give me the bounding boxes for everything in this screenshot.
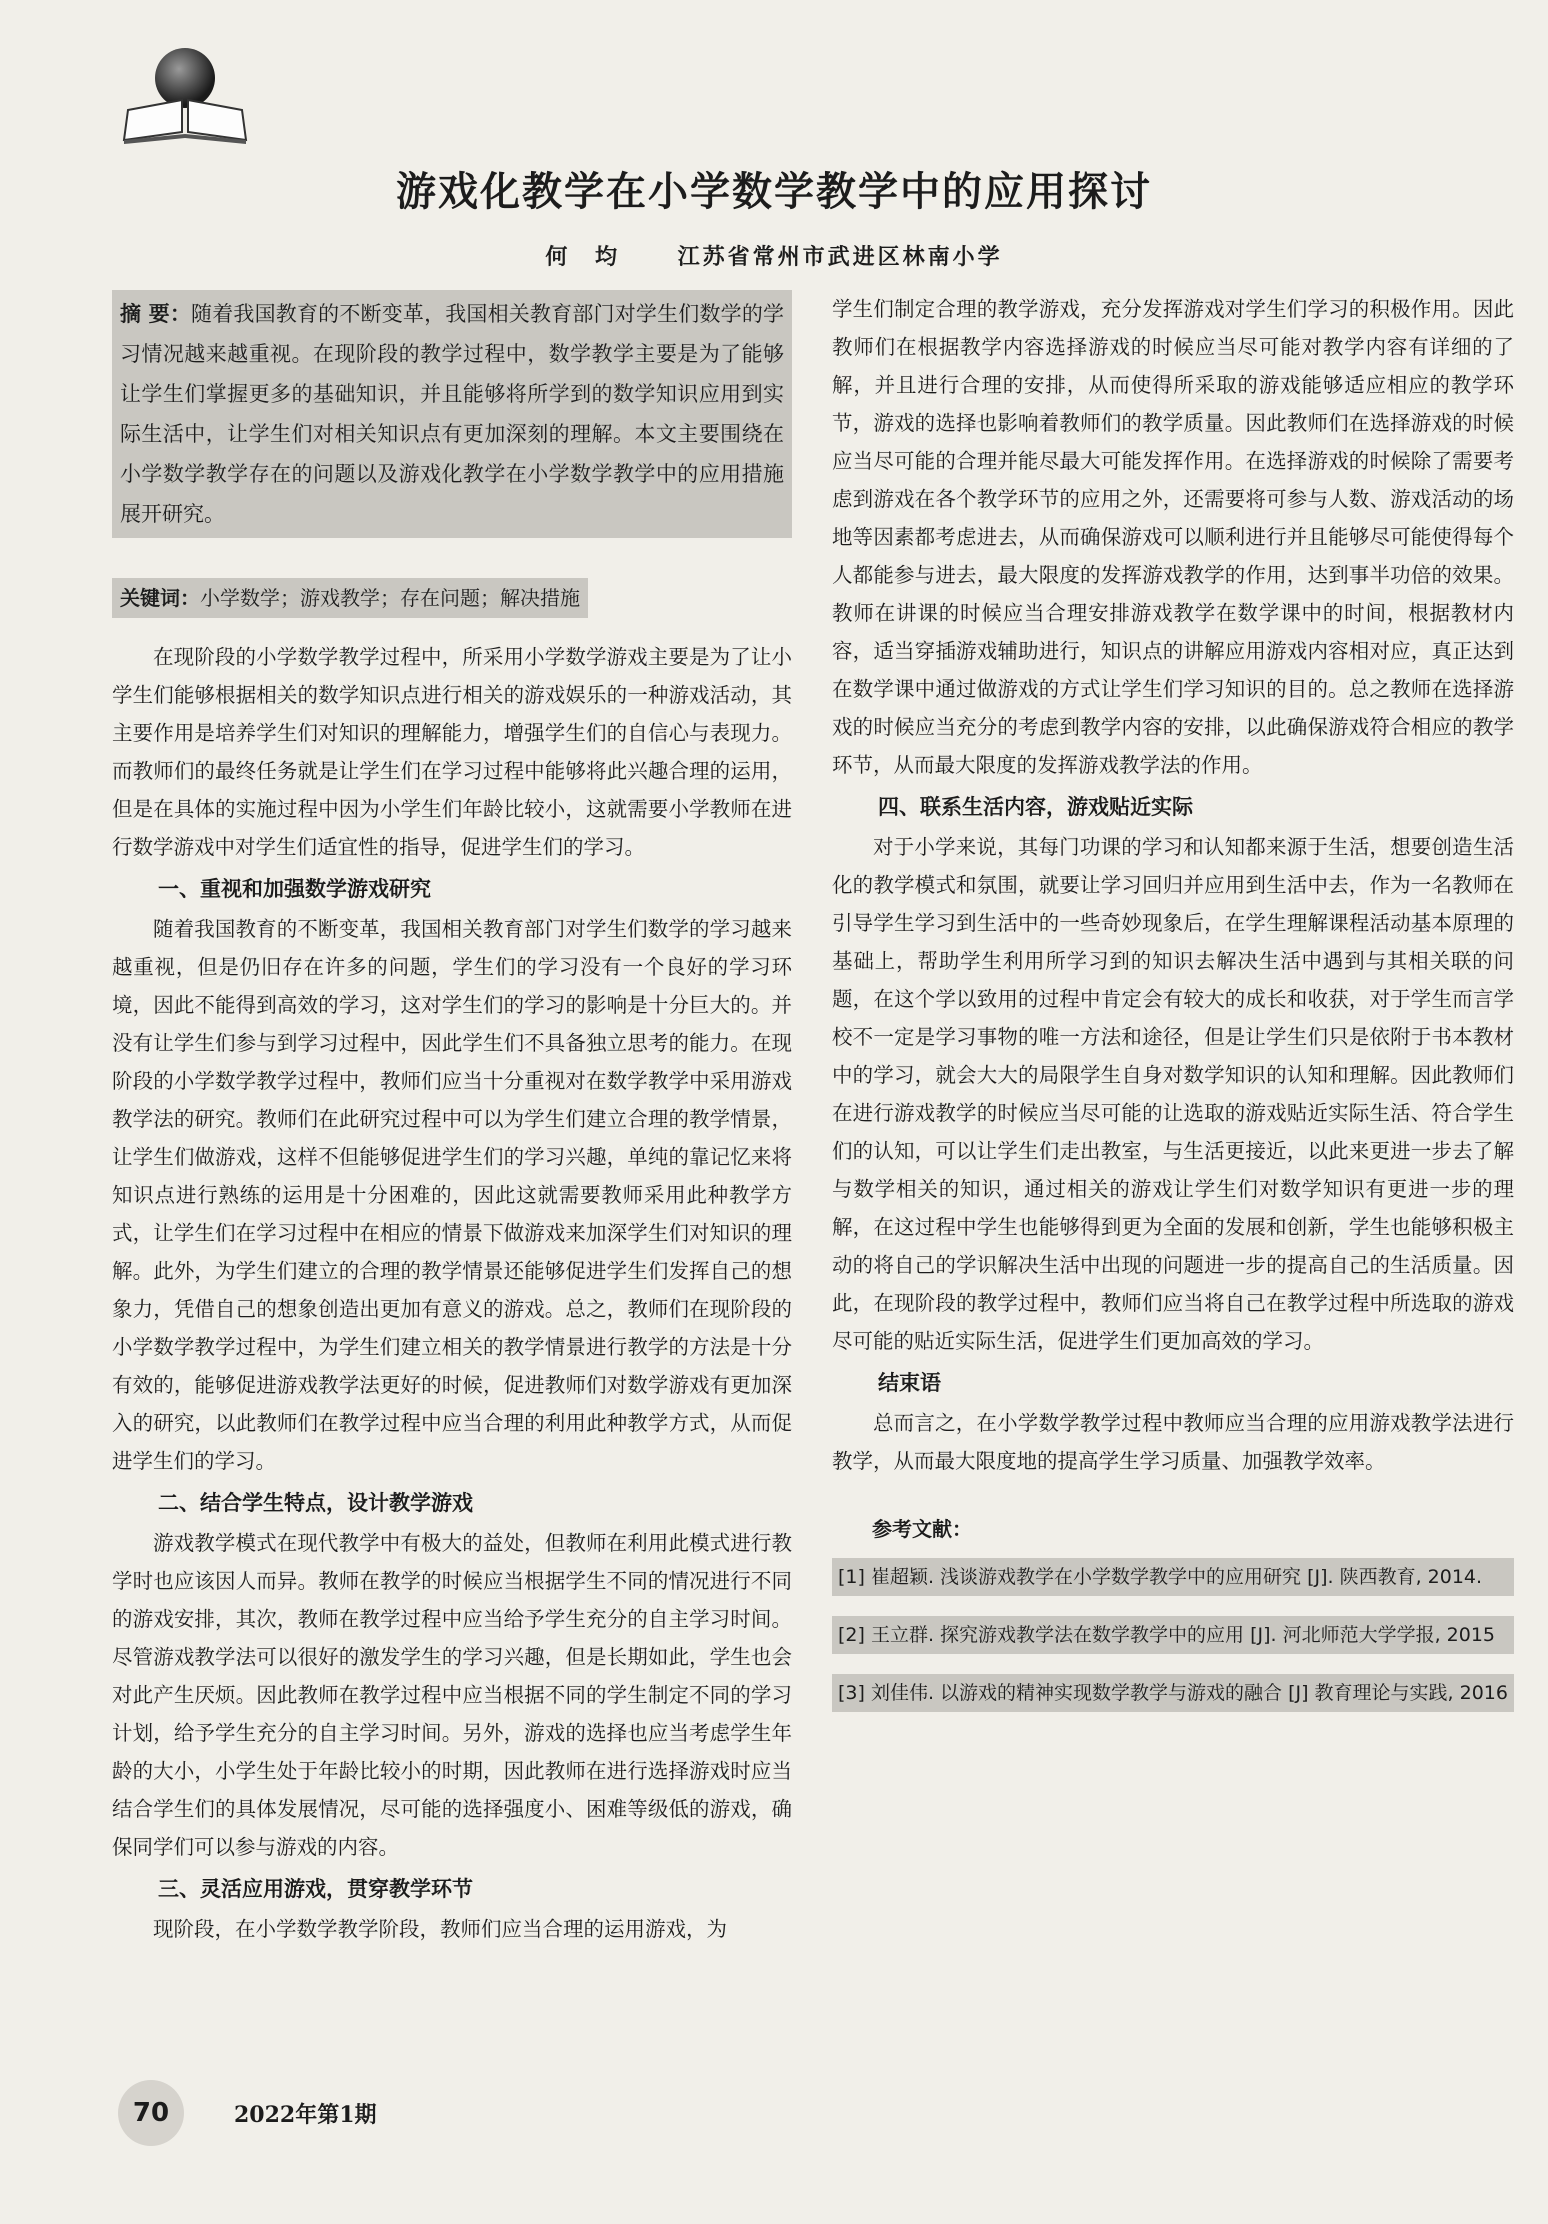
journal-logo: [120, 40, 250, 150]
section-1-paragraph: 随着我国教育的不断变革，我国相关教育部门对学生们数学的学习越来越重视，但是仍旧存在许多的问题，学生们的学习没有一个良好的学习环境，因此不能得到高效的学习，这对学生们的学习的影响是十分巨大的。并没有让学生们参与到学习过程中，因此学生们不具备独立思考的能力。在现阶段的小学数学教学过程中，教师们应当十分重视对在数学教学中采用游戏教学法的研究。教师们在此研究过程中可以为学生们建立合理的教学情景，让学生们做游戏，这样不但能够促进学生们的学习兴趣，单纯的靠记忆来将知识点进行熟练的运用是十分困难的，因此这就需要教师采用此种教学方式，让学生们在学习过程中在相应的情景下做游戏来加深学生们对知识的理解。此外，为学生们建立的合理的教学情景还能够促进学生们发挥自己的想象力，凭借自己的想象创造出更加有意义的游戏。总之，教师们在现阶段的小学数学教学过程中，为学生们建立相关的教学情景进行教学的方法是十分有效的，能够促进游戏教学法更好的时候，促进教师们对数学游戏有更加深入的研究，以此教师们在教学过程中应当合理的利用此种教学方式，从而促进学生们的学习。: [112, 917, 792, 1473]
author-affiliation: 江苏省常州市武进区林南小学: [677, 245, 1003, 270]
keywords-text: 小学数学；游戏教学；存在问题；解决措施: [200, 586, 580, 610]
section-3-paragraph-start: 现阶段，在小学数学教学阶段，教师们应当合理的运用游戏，为: [153, 1917, 727, 1941]
author-line: [0, 240, 1548, 271]
reference-item: [1] 崔超颖. 浅谈游戏教学在小学数学教学中的应用研究 [J]. 陕西教育, 2014.: [832, 1558, 1514, 1596]
abstract: [112, 290, 792, 538]
keywords: [112, 578, 588, 618]
page-number: 70: [118, 2080, 184, 2146]
references-heading: 参考文献：: [872, 1517, 972, 1541]
reference-item: [2] 王立群. 探究游戏教学法在数学教学中的应用 [J]. 河北师范大学学报, 2015: [832, 1616, 1514, 1654]
article-title: 游戏化教学在小学数学教学中的应用探讨: [396, 168, 1152, 215]
issue-label: 2022年第1期: [234, 2101, 377, 2128]
keywords-label: 关键词：: [120, 586, 200, 610]
reference-item: [3] 刘佳伟. 以游戏的精神实现数学教学与游戏的融合 [J] 教育理论与实践, 2016: [832, 1674, 1514, 1712]
section-2-heading: 二、结合学生特点，设计教学游戏: [158, 1491, 473, 1515]
conclusion-heading: 结束语: [878, 1371, 941, 1395]
abstract-text: 随着我国教育的不断变革，我国相关教育部门对学生们数学的学习情况越来越重视。在现阶段的教学过程中，数学教学主要是为了能够让学生们掌握更多的基础知识，并且能够将所学到的数学知识应用到实际生活中，让学生们对相关知识点有更加深刻的理解。本文主要围绕在小学数学教学存在的问题以及游戏化教学在小学数学教学中的应用措施展开研究。: [120, 302, 784, 526]
section-3-heading: 三、灵活应用游戏，贯穿教学环节: [158, 1877, 473, 1901]
section-4-heading: 四、联系生活内容，游戏贴近实际: [878, 795, 1193, 819]
author-name: 何 均: [545, 245, 627, 270]
section-3-paragraph-cont: 学生们制定合理的教学游戏，充分发挥游戏对学生们学习的积极作用。因此教师们在根据教学内容选择游戏的时候应当尽可能对教学内容有详细的了解，并且进行合理的安排，从而使得所采取的游戏能够适应相应的教学环节，游戏的选择也影响着教师们的教学质量。因此教师们在选择游戏的时候应当尽可能的合理并能尽最大可能发挥作用。在选择游戏的时候除了需要考虑到游戏在各个教学环节的应用之外，还需要将可参与人数、游戏活动的场地等因素都考虑进去，从而确保游戏可以顺利进行并且能够尽可能使得每个人都能参与进去，最大限度的发挥游戏教学的作用，达到事半功倍的效果。教师在讲课的时候应当合理安排游戏教学在数学课中的时间，根据教材内容，适当穿插游戏辅助进行，知识点的讲解应用游戏内容相对应，真正达到在数学课中通过做游戏的方式让学生们学习知识的目的。总之教师在选择游戏的时候应当充分的考虑到教学内容的安排，以此确保游戏符合相应的教学环节，从而最大限度的发挥游戏教学法的作用。: [832, 297, 1514, 777]
abstract-label: 摘 要：: [120, 302, 192, 326]
page-footer: [118, 2080, 377, 2146]
right-column: [832, 290, 1514, 1732]
intro-paragraph: 在现阶段的小学数学教学过程中，所采用小学数学游戏主要是为了让小学生们能够根据相关的数学知识点进行相关的游戏娱乐的一种游戏活动，其主要作用是培养学生们对知识的理解能力，增强学生们的自信心与表现力。而教师们的最终任务就是让学生们在学习过程中能够将此兴趣合理的运用，但是在具体的实施过程中因为小学生们年龄比较小，这就需要小学教师在进行数学游戏中对学生们适宜性的指导，促进学生们的学习。: [112, 645, 792, 859]
left-column: [112, 290, 792, 1948]
conclusion-paragraph: 总而言之，在小学数学教学过程中教师应当合理的应用游戏教学法进行教学，从而最大限度地的提高学生学习质量、加强教学效率。: [832, 1411, 1514, 1473]
section-2-paragraph: 游戏教学模式在现代教学中有极大的益处，但教师在利用此模式进行教学时也应该因人而异。教师在教学的时候应当根据学生不同的情况进行不同的游戏安排，其次，教师在教学过程中应当给予学生充分的自主学习时间。尽管游戏教学法可以很好的激发学生的学习兴趣，但是长期如此，学生也会对此产生厌烦。因此教师在教学过程中应当根据不同的学生制定不同的学习计划，给予学生充分的自主学习时间。另外，游戏的选择也应当考虑学生年龄的大小，小学生处于年龄比较小的时期，因此教师在进行选择游戏时应当结合学生们的具体发展情况，尽可能的选择强度小、困难等级低的游戏，确保同学们可以参与游戏的内容。: [112, 1531, 792, 1859]
section-1-heading: 一、重视和加强数学游戏研究: [158, 877, 431, 901]
section-4-paragraph: 对于小学来说，其每门功课的学习和认知都来源于生活，想要创造生活化的教学模式和氛围，就要让学习回归并应用到生活中去，作为一名教师在引导学生学习到生活中的一些奇妙现象后，在学生理解课程活动基本原理的基础上，帮助学生利用所学习到的知识去解决生活中遇到与其相关联的问题，在这个学以致用的过程中肯定会有较大的成长和收获，对于学生而言学校不一定是学习事物的唯一方法和途径，但是让学生们只是依附于书本教材中的学习，就会大大的局限学生自身对数学知识的认知和理解。因此教师们在进行游戏教学的时候应当尽可能的让选取的游戏贴近实际生活、符合学生们的认知，可以让学生们走出教室，与生活更接近，以此来更进一步去了解与数学相关的知识，通过相关的游戏让学生们对数学知识有更进一步的理解，在这过程中学生也能够得到更为全面的发展和创新，学生也能够积极主动的将自己的学识解决生活中出现的问题进一步的提高自己的生活质量。因此，在现阶段的教学过程中，教师们应当将自己在教学过程中所选取的游戏尽可能的贴近实际生活，促进学生们更加高效的学习。: [832, 835, 1514, 1353]
